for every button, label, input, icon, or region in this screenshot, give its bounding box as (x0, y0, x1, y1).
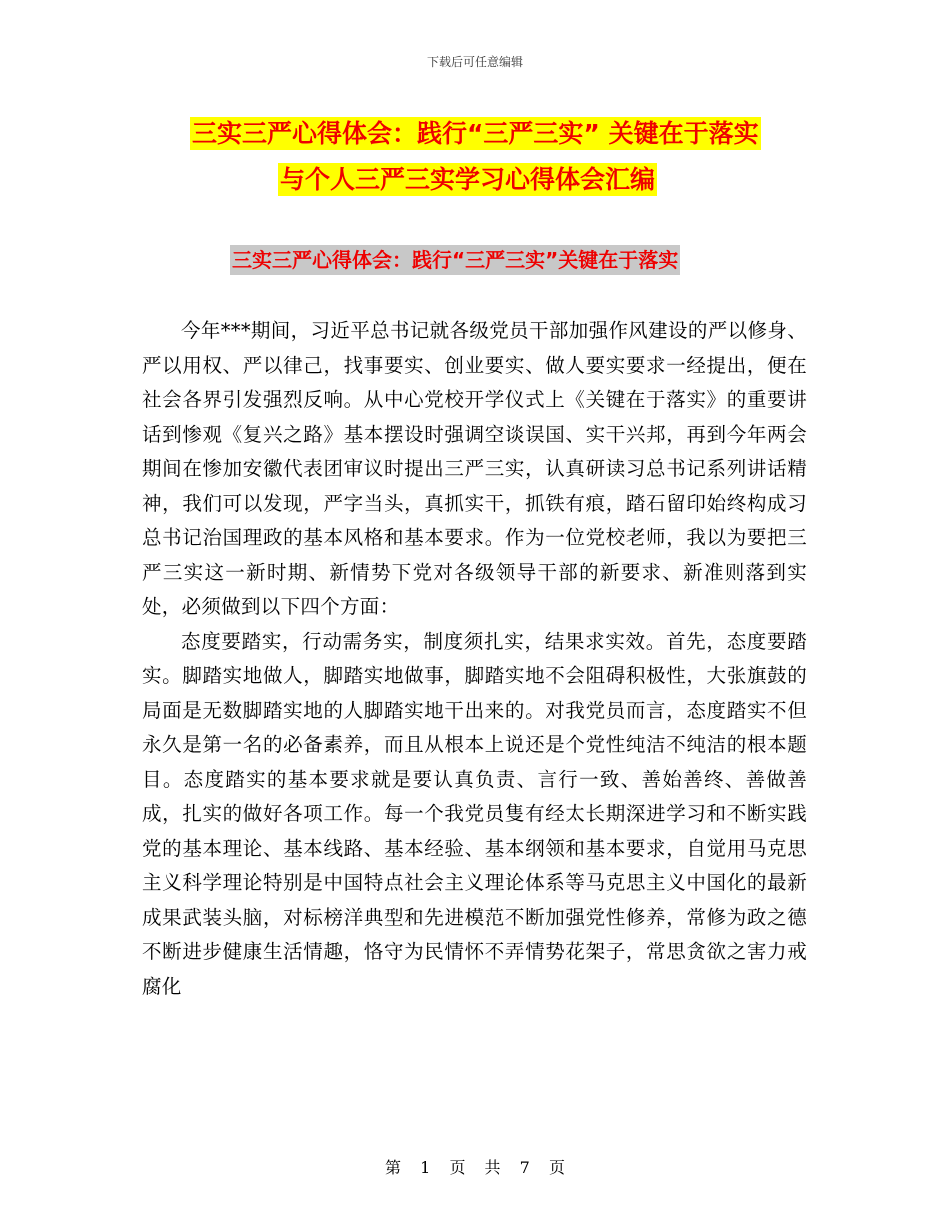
paragraph: 今年***期间，习近平总书记就各级党员干部加强作风建设的严以修身、严以用权、严以律己，找事要实、创业要实、做人要实要求一经提出，便在社会各界引发强烈反响。从中心党校开学仪式上《关键在于落实》的重要讲话到惨观《复兴之路》基本摆设时强调空谈误国、实干兴邦，再到今年两会期间在惨加安徽代表团审议时提出三严三实，认真研读习总书记系列讲话精神，我们可以发现，严字当头，真抓实干，抓铁有痕，踏石留印始终构成习总书记治国理政的基本风格和基本要求。作为一位党校老师，我以为要把三严三实这一新时期、新情势下党对各级领导干部的新要求、新准则落到实处，必须做到以下四个方面： (142, 319, 807, 618)
document-title-line-2 (278, 160, 657, 196)
footer-prefix: 第 (385, 1158, 402, 1177)
document-title-line-1-text: 三实三严心得体会：践行“三严三实” 关键在于落实 (192, 119, 759, 148)
footer-total-suffix: 页 (548, 1158, 565, 1177)
document-body (142, 314, 807, 1004)
footer-total-prefix: 共 (484, 1158, 501, 1177)
section-title (230, 244, 680, 273)
document-title-line-2-text: 与个人三严三实学习心得体会汇编 (280, 165, 656, 194)
footer-page-suffix: 页 (449, 1158, 466, 1177)
footer-total-pages: 7 (519, 1158, 530, 1177)
page-footer (0, 1155, 950, 1178)
footer-page-number: 1 (420, 1158, 431, 1177)
page-header-note: 下载后可任意编辑 (426, 55, 523, 69)
document-title-line-1 (190, 114, 761, 150)
section-title-text: 三实三严心得体会：践行“三严三实”关键在于落实 (230, 245, 680, 275)
paragraph: 态度要踏实，行动需务实，制度须扎实，结果求实效。首先，态度要踏实。脚踏实地做人，脚踏实地做事，脚踏实地不会阻碍积极性，大张旗鼓的局面是无数脚踏实地的人脚踏实地干出来的。对我党员而言，态度踏实不但永久是第一名的必备素养，而且从根本上说还是个党性纯洁不纯洁的根本题目。态度踏实的基本要求就是要认真负责、言行一致、善始善终、善做善成，扎实的做好各项工作。每一个我党员隻有经太长期深进学习和不断实践党的基本理论、基本线路、基本经验、基本纲领和基本要求，自觉用马克思主义科学理论特别是中国特点社会主义理论体系等马克思主义中国化的最新成果武装头脑，对标榜洋典型和先进模范不断加强党性修养，常修为政之德不断进步健康生活情趣，恪守为民情怀不弄情势花架子，常思贪欲之害力戒腐化 (142, 629, 807, 998)
